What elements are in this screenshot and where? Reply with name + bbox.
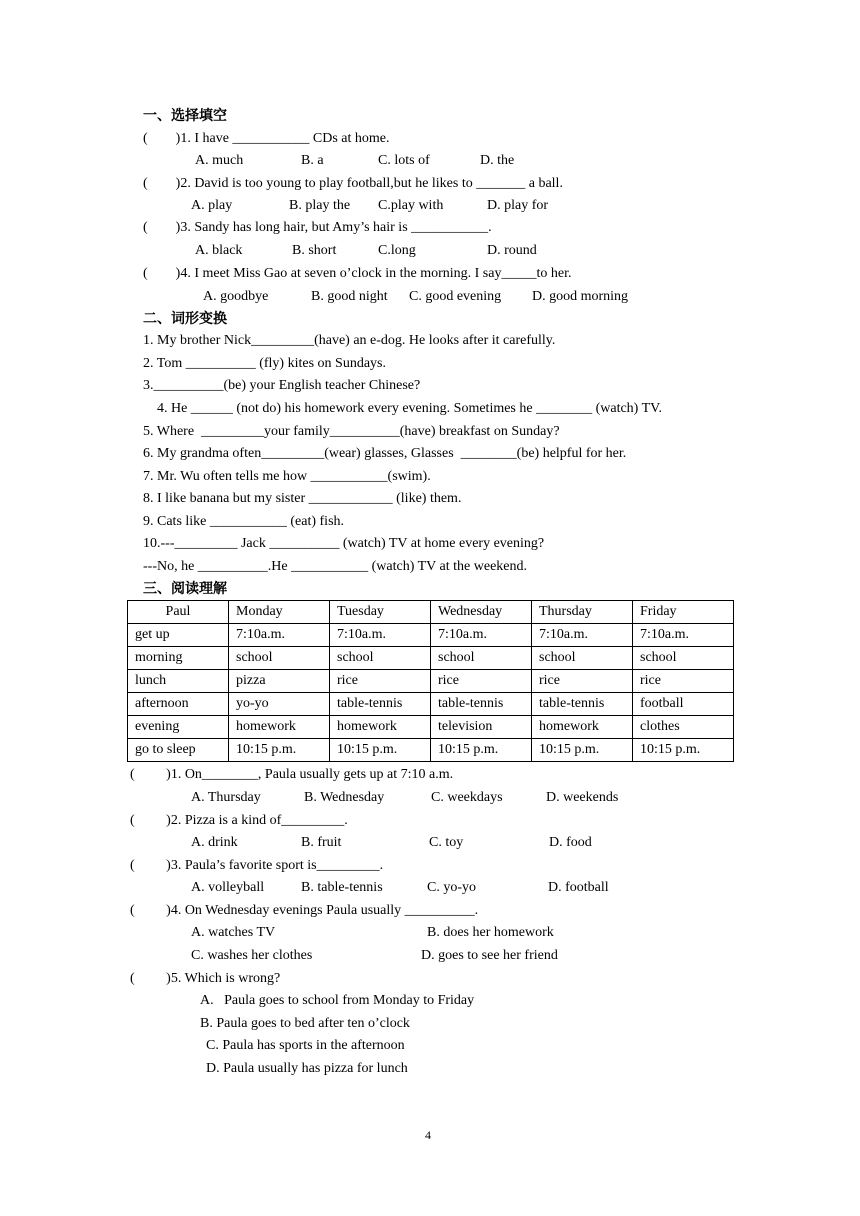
option: B. play the (289, 198, 351, 213)
section-2-title: 二、词形变换 (143, 311, 227, 327)
option: C. weekdays (431, 790, 503, 805)
table-header-row (128, 601, 734, 624)
table-cell: evening (128, 716, 229, 739)
table-cell: school (330, 647, 431, 670)
table-cell: yo-yo (229, 693, 330, 716)
table-cell: 7:10a.m. (229, 624, 330, 647)
reading-question-3: ( )3. Paula’s favorite sport is_________. (130, 858, 384, 873)
blank-9: 9. Cats like ___________ (eat) fish. (143, 514, 345, 529)
reading-question-5: ( )5. Which is wrong? (130, 971, 281, 986)
option: D. goes to see her friend (421, 948, 558, 963)
option: A. much (195, 153, 244, 168)
table-cell: 10:15 p.m. (229, 739, 330, 762)
table-header-cell: Friday (633, 601, 734, 624)
option: D. football (548, 880, 609, 895)
table-cell: rice (532, 670, 633, 693)
table-header-cell: Paul (128, 601, 229, 624)
table-cell: school (431, 647, 532, 670)
section-1-title: 一、选择填空 (143, 108, 227, 124)
table-cell: get up (128, 624, 229, 647)
reading-question-2: ( )2. Pizza is a kind of_________. (130, 813, 348, 828)
table-header-cell: Thursday (532, 601, 633, 624)
option: B. Paula goes to bed after ten o’clock (200, 1016, 410, 1031)
table-cell: homework (532, 716, 633, 739)
table-cell: table-tennis (532, 693, 633, 716)
option: C. Paula has sports in the afternoon (206, 1038, 405, 1053)
option: D. the (480, 153, 515, 168)
table-cell: 10:15 p.m. (633, 739, 734, 762)
reading-question-4: ( )4. On Wednesday evenings Paula usually __________. (130, 903, 479, 918)
table-row (128, 716, 734, 739)
option: C. lots of (378, 153, 430, 168)
table-cell: go to sleep (128, 739, 229, 762)
page-number: 4 (425, 1128, 431, 1142)
table-cell: 7:10a.m. (532, 624, 633, 647)
option: D. play for (487, 198, 549, 213)
table-row (128, 624, 734, 647)
table-cell: homework (229, 716, 330, 739)
table-cell: rice (330, 670, 431, 693)
table-cell: clothes (633, 716, 734, 739)
question-1-3: ( )3. Sandy has long hair, but Amy’s hair is ___________. (143, 220, 492, 235)
table-row (128, 739, 734, 762)
option: B. fruit (301, 835, 342, 850)
blank-3: 3.__________(be) your English teacher Chinese? (143, 378, 421, 393)
section-3-title: 三、阅读理解 (143, 581, 227, 597)
table-cell: homework (330, 716, 431, 739)
table-cell: table-tennis (431, 693, 532, 716)
table-cell: table-tennis (330, 693, 431, 716)
option: A. black (195, 243, 243, 258)
table-cell: rice (633, 670, 734, 693)
table-cell: 7:10a.m. (633, 624, 734, 647)
table-cell: football (633, 693, 734, 716)
option: A. goodbye (203, 289, 269, 304)
blank-5: 5. Where _________your family__________(have) breakfast on Sunday? (143, 424, 560, 439)
option: C. toy (429, 835, 464, 850)
option: B. Wednesday (304, 790, 385, 805)
table-row (128, 693, 734, 716)
blank-10: 10.---_________ Jack __________ (watch) TV at home every evening? (143, 536, 545, 551)
blank-10-reply: ---No, he __________.He ___________ (watch) TV at the weekend. (143, 559, 528, 574)
option: B. table-tennis (301, 880, 383, 895)
option: C. yo-yo (427, 880, 476, 895)
option: A. volleyball (191, 880, 265, 895)
table-cell: school (229, 647, 330, 670)
option: D. food (549, 835, 592, 850)
table-header-cell: Monday (229, 601, 330, 624)
option: B. good night (311, 289, 388, 304)
table-cell: television (431, 716, 532, 739)
table-cell: pizza (229, 670, 330, 693)
blank-1: 1. My brother Nick_________(have) an e-dog. He looks after it carefully. (143, 333, 556, 348)
blank-7: 7. Mr. Wu often tells me how ___________(swim). (143, 469, 431, 484)
option: A. drink (191, 835, 238, 850)
table-row (128, 647, 734, 670)
question-1-4: ( )4. I meet Miss Gao at seven o’clock in the morning. I say_____to her. (143, 266, 572, 281)
blank-8: 8. I like banana but my sister ____________ (like) them. (143, 491, 462, 506)
option: A. Paula goes to school from Monday to Friday (200, 993, 475, 1008)
option: D. round (487, 243, 537, 258)
option: A. watches TV (191, 925, 276, 940)
blank-6: 6. My grandma often_________(wear) glasses, Glasses ________(be) helpful for her. (143, 446, 627, 461)
table-cell: 10:15 p.m. (431, 739, 532, 762)
table-header-cell: Tuesday (330, 601, 431, 624)
blank-2: 2. Tom __________ (fly) kites on Sundays. (143, 356, 386, 371)
blank-4: 4. He ______ (not do) his homework every evening. Sometimes he ________ (watch) TV. (157, 401, 662, 416)
option: A. Thursday (191, 790, 261, 805)
table-cell: lunch (128, 670, 229, 693)
option: D. good morning (532, 289, 629, 304)
option: C. washes her clothes (191, 948, 313, 963)
question-1-2: ( )2. David is too young to play football,but he likes to _______ a ball. (143, 176, 563, 191)
table-cell: school (633, 647, 734, 670)
question-1-1: ( )1. I have ___________ CDs at home. (143, 131, 390, 146)
option: D. weekends (546, 790, 619, 805)
option: D. Paula usually has pizza for lunch (206, 1061, 408, 1076)
table-cell: morning (128, 647, 229, 670)
table-cell: 10:15 p.m. (330, 739, 431, 762)
table-cell: rice (431, 670, 532, 693)
table-header-cell: Wednesday (431, 601, 532, 624)
reading-question-1: ( )1. On________, Paula usually gets up at 7:10 a.m. (130, 767, 454, 782)
option: A. play (191, 198, 233, 213)
table-cell: 10:15 p.m. (532, 739, 633, 762)
option: C.long (378, 243, 416, 258)
option: C. good evening (409, 289, 502, 304)
option: B. short (292, 243, 337, 258)
table-row (128, 670, 734, 693)
option: B. a (301, 153, 324, 168)
option: B. does her homework (427, 925, 554, 940)
option: C.play with (378, 198, 444, 213)
table-cell: 7:10a.m. (431, 624, 532, 647)
table-cell: 7:10a.m. (330, 624, 431, 647)
table-cell: school (532, 647, 633, 670)
schedule-table (127, 600, 734, 762)
table-cell: afternoon (128, 693, 229, 716)
